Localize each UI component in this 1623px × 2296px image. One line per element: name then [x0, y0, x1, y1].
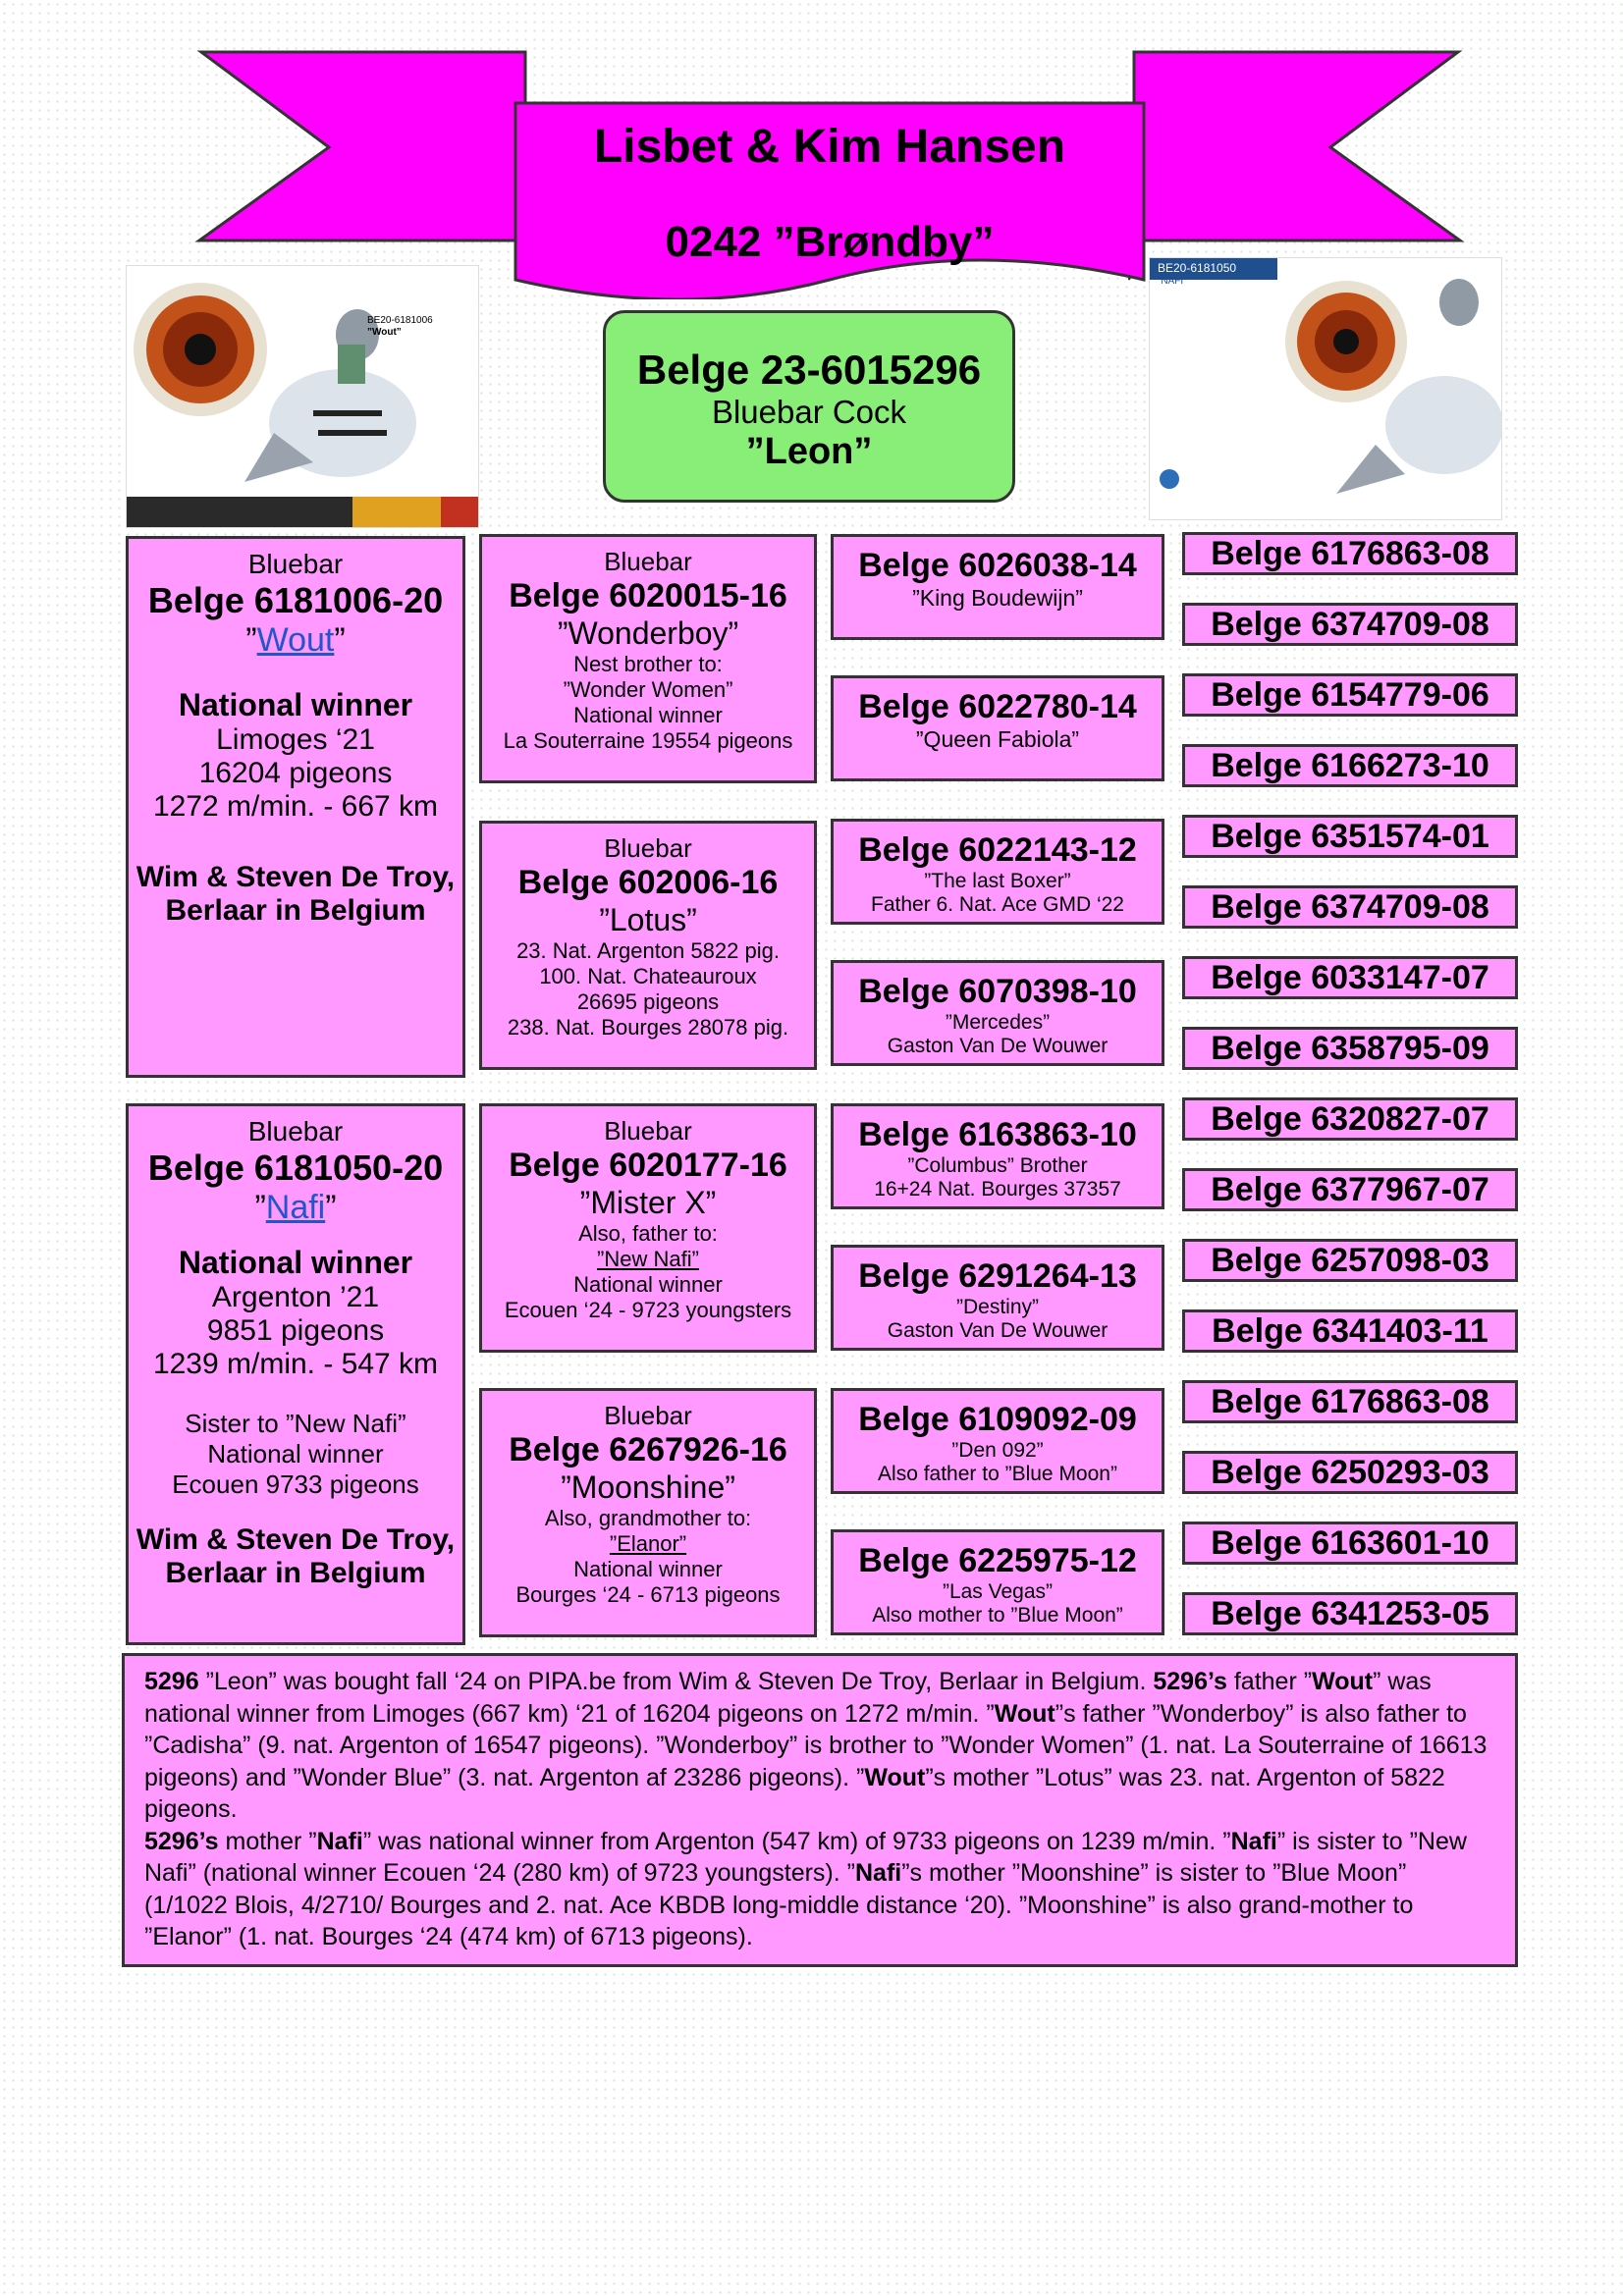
ggp-ring: Belge 6109092-09	[858, 1401, 1137, 1438]
father-title: National winner	[178, 687, 413, 722]
ggp-ring: Belge 6163863-10	[858, 1116, 1137, 1153]
mother-photo	[1149, 257, 1502, 520]
gp-name: ”Moonshine”	[561, 1469, 735, 1505]
mother-speed: 1239 m/min. - 547 km	[152, 1348, 439, 1380]
ggp-line-2: Gaston Van De Wouwer	[887, 1319, 1109, 1342]
father-color: Bluebar	[247, 549, 344, 579]
gg-grandparent-ring: Belge 6374709-08	[1182, 885, 1518, 929]
quote-open: ”	[245, 621, 257, 659]
ggp-line-2: Also mother to ”Blue Moon”	[872, 1604, 1123, 1627]
mother-race: Argenton ’21	[211, 1281, 380, 1313]
great-grandparent-box	[831, 534, 1164, 640]
ggp-line-1: ”King Boudewijn”	[912, 585, 1083, 611]
mother-title: National winner	[178, 1245, 413, 1280]
pigeon-image	[127, 266, 479, 528]
mother-breeder-1: Wim & Steven De Troy,	[135, 1523, 456, 1556]
great-grandparent-box	[831, 1388, 1164, 1494]
gg-grandparent-ring: Belge 6250293-03	[1182, 1451, 1518, 1494]
gg-grandparent-ring: Belge 6163601-10	[1182, 1522, 1518, 1565]
gg-grandparent-ring: Belge 6374709-08	[1182, 603, 1518, 646]
mother-photo-name: ”NAFI”	[1158, 276, 1187, 287]
gp-ring: Belge 6020177-16	[509, 1147, 787, 1184]
subject-name: ”Leon”	[745, 431, 873, 472]
great-grandparent-box	[831, 1245, 1164, 1351]
pigeon-image	[1150, 258, 1502, 520]
great-grandparent-box	[831, 1529, 1164, 1635]
gp-line-2: ”Elanor”	[609, 1531, 687, 1556]
ggp-line-1: ”Queen Fabiola”	[915, 726, 1080, 752]
loft-name: 0242 ”Brøndby”	[665, 218, 995, 266]
gp-line-4: La Souterraine 19554 pigeons	[503, 728, 793, 753]
ggp-line-1: ”The last Boxer”	[924, 870, 1071, 892]
story-box	[122, 1653, 1518, 1967]
ggp-ring: Belge 6225975-12	[858, 1542, 1137, 1579]
ggp-ring: Belge 6022780-14	[858, 688, 1137, 725]
gp-line-3: National winner	[573, 703, 723, 727]
gg-grandparent-ring: Belge 6320827-07	[1182, 1097, 1518, 1141]
quote-open: ”	[254, 1189, 266, 1226]
gg-grandparent-ring: Belge 6176863-08	[1182, 532, 1518, 575]
gp-name: ”Lotus”	[599, 902, 697, 937]
mother-sister-2: National winner	[207, 1439, 384, 1468]
great-grandparent-box	[831, 1103, 1164, 1209]
subject-ring: Belge 23-6015296	[636, 347, 982, 393]
father-ring: Belge 6181006-20	[147, 580, 444, 620]
ggp-line-1: ”Den 092”	[951, 1439, 1044, 1462]
subject-box	[603, 310, 1015, 503]
gp-line-1: 23. Nat. Argenton 5822 pig.	[516, 938, 780, 963]
gp-line-2: 100. Nat. Chateauroux	[539, 964, 757, 988]
quote-close: ”	[334, 621, 346, 659]
great-grandparent-box	[831, 960, 1164, 1066]
mother-photo-ring: BE20-6181050	[1158, 261, 1237, 275]
gg-grandparent-ring: Belge 6341403-11	[1182, 1309, 1518, 1353]
gp-color: Bluebar	[604, 833, 692, 863]
father-name-line	[129, 621, 462, 660]
ggp-line-2: Father 6. Nat. Ace GMD ‘22	[871, 893, 1124, 916]
mother-color: Bluebar	[247, 1116, 344, 1147]
ggp-ring: Belge 6026038-14	[858, 547, 1137, 584]
gp-line-3: 26695 pigeons	[576, 989, 720, 1014]
gg-grandparent-ring: Belge 6341253-05	[1182, 1592, 1518, 1635]
father-name-link[interactable]: Wout	[256, 621, 335, 659]
father-box	[126, 536, 465, 1078]
quote-close: ”	[325, 1189, 337, 1226]
gp-line-3: National winner	[573, 1272, 723, 1297]
gp-line-4: Ecouen ‘24 - 9723 youngsters	[504, 1298, 792, 1322]
grandparent-box-4	[479, 1388, 817, 1637]
gg-grandparent-ring: Belge 6351574-01	[1182, 815, 1518, 858]
gg-grandparent-ring: Belge 6257098-03	[1182, 1239, 1518, 1282]
father-photo-name: ”Wout”	[367, 327, 402, 338]
father-race: Limoges ‘21	[216, 723, 375, 756]
father-pigeons: 16204 pigeons	[198, 757, 393, 789]
story-paragraph-1: 5296 ”Leon” was bought fall ‘24 on PIPA.be from Wim & Steven De Troy, Berlaar in Belgium. 5296’s father ”Wout” was national winner from Limoges (667 km) ‘21 of 16204 pigeons on 1272 m/min. ”Wout”s father ”Wonderboy” is also father to ”Cadisha” (9. nat. Argenton of 16547 pigeons). ”Wonderboy” is brother to ”Wonder Women” (1. nat. La Souterraine of 16613 pigeons) and ”Wonder Blue” (3. nat. Argenton af 23286 pigeons). ”Wout”s mother ”Lotus” was 23. nat. Argenton of 5822 pigeons.	[144, 1668, 1488, 1823]
grandparent-box-3	[479, 1103, 817, 1353]
gp-line-2: ”New Nafi”	[597, 1247, 699, 1271]
ggp-ring: Belge 6291264-13	[858, 1257, 1137, 1295]
mother-sister-1: Sister to ”New Nafi”	[185, 1409, 406, 1438]
father-breeder-1: Wim & Steven De Troy,	[135, 861, 456, 893]
gp-ring: Belge 6020015-16	[509, 577, 787, 614]
father-speed: 1272 m/min. - 667 km	[152, 790, 439, 823]
ggp-line-1: ”Las Vegas”	[942, 1580, 1054, 1603]
gg-grandparent-ring: Belge 6377967-07	[1182, 1168, 1518, 1211]
gp-name: ”Mister X”	[579, 1185, 717, 1220]
ggp-line-2: Also father to ”Blue Moon”	[878, 1463, 1117, 1485]
father-photo	[126, 265, 479, 528]
mother-name-link[interactable]: Nafi	[265, 1189, 326, 1226]
gp-ring: Belge 602006-16	[517, 864, 779, 901]
ggp-line-1: ”Destiny”	[955, 1296, 1039, 1318]
gp-color: Bluebar	[604, 1116, 692, 1146]
grandparent-box-1	[479, 534, 817, 783]
gg-grandparent-ring: Belge 6166273-10	[1182, 744, 1518, 787]
ggp-line-2: 16+24 Nat. Bourges 37357	[874, 1178, 1121, 1201]
gp-color: Bluebar	[604, 1401, 692, 1430]
mother-sister-3: Ecouen 9733 pigeons	[172, 1469, 419, 1499]
father-photo-ring: BE20-6181006	[367, 315, 433, 326]
gp-line-3: National winner	[573, 1557, 723, 1581]
ggp-line-2: Gaston Van De Wouwer	[887, 1035, 1109, 1057]
ggp-ring: Belge 6022143-12	[858, 831, 1137, 869]
father-breeder-2: Berlaar in Belgium	[165, 894, 426, 927]
great-grandparent-box	[831, 675, 1164, 781]
mother-ring: Belge 6181050-20	[147, 1148, 444, 1188]
gp-name: ”Wonderboy”	[557, 615, 739, 651]
gp-ring: Belge 6267926-16	[509, 1431, 787, 1468]
owner-name: Lisbet & Kim Hansen	[593, 121, 1066, 173]
ggp-line-1: ”Columbus” Brother	[907, 1154, 1088, 1177]
subject-color-sex: Bluebar Cock	[711, 394, 907, 430]
gp-line-4: 238. Nat. Bourges 28078 pig.	[507, 1015, 789, 1040]
mother-name-line	[129, 1189, 462, 1227]
grandparent-box-2	[479, 821, 817, 1070]
gp-line-1: Also, grandmother to:	[544, 1506, 752, 1530]
mother-pigeons: 9851 pigeons	[206, 1314, 385, 1347]
gp-line-4: Bourges ‘24 - 6713 pigeons	[515, 1582, 781, 1607]
gp-color: Bluebar	[604, 547, 692, 576]
ggp-line-1: ”Mercedes”	[945, 1011, 1051, 1034]
gg-grandparent-ring: Belge 6176863-08	[1182, 1380, 1518, 1423]
ggp-ring: Belge 6070398-10	[858, 973, 1137, 1010]
gp-line-1: Also, father to:	[578, 1221, 718, 1246]
great-grandparent-box	[831, 819, 1164, 925]
gp-line-1: Nest brother to:	[573, 652, 723, 676]
gg-grandparent-ring: Belge 6154779-06	[1182, 673, 1518, 717]
gp-line-2: ”Wonder Women”	[563, 677, 733, 702]
gg-grandparent-ring: Belge 6358795-09	[1182, 1027, 1518, 1070]
mother-box	[126, 1103, 465, 1645]
story-paragraph-2: 5296’s mother ”Nafi” was national winner from Argenton (547 km) of 9733 pigeons on 1239 m/min. ”Nafi” is sister to ”New Nafi” (national winner Ecouen ‘24 (280 km) of 9723 youngsters). ”Nafi”s mother ”Moonshine” is sister to ”Blue Moon” (1/1022 Blois, 4/2710/ Bourges and 2. nat. Ace KBDB long-middle distance ‘20). ”Moonshine” is also grand-mother to ”Elanor” (1. nat. Bourges ‘24 (474 km) of 6713 pigeons).	[144, 1827, 1467, 1950]
mother-breeder-2: Berlaar in Belgium	[165, 1557, 426, 1589]
gg-grandparent-ring: Belge 6033147-07	[1182, 956, 1518, 999]
